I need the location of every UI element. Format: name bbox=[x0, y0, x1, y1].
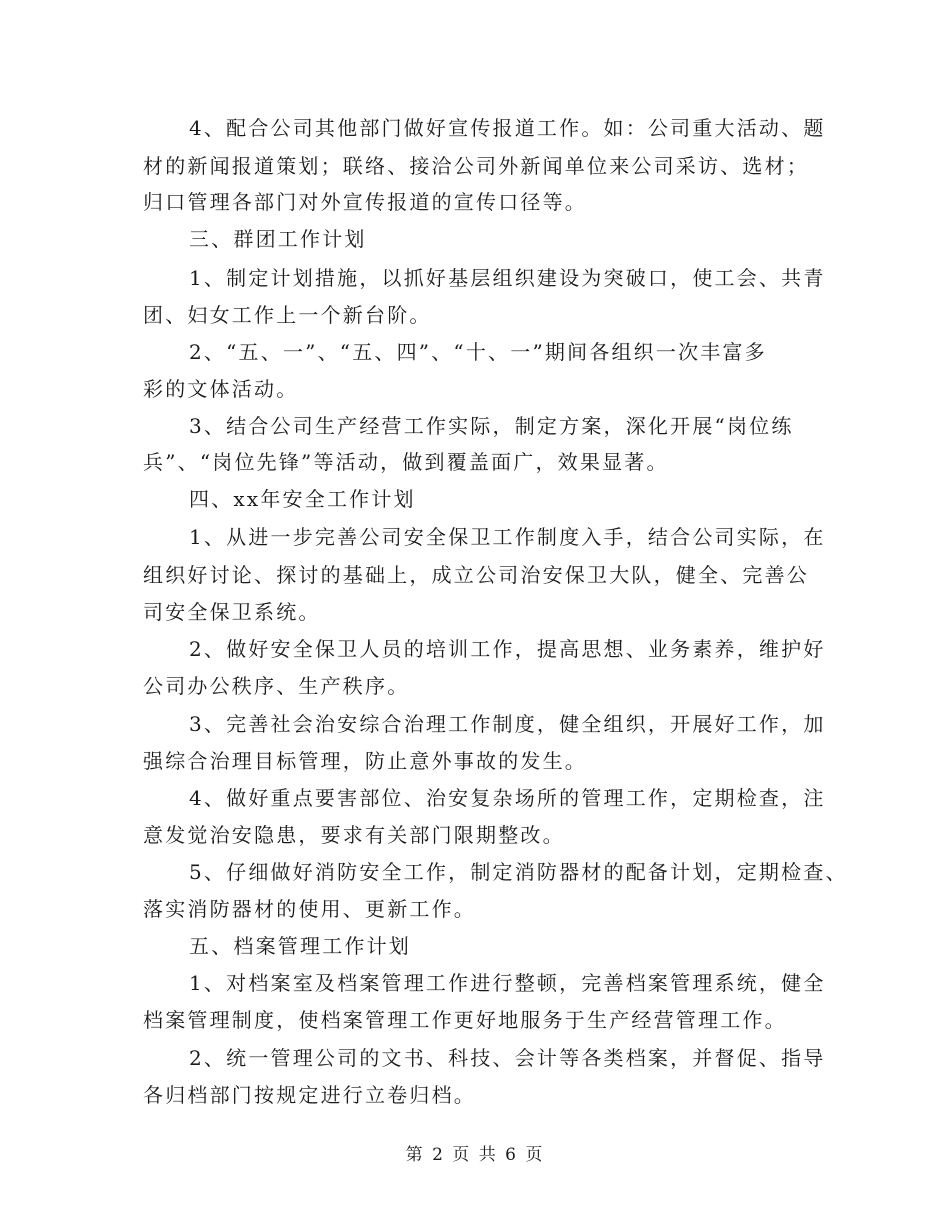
paragraph-line: 2、“五、一”、“五、四”、“十、一”期间各组织一次丰富多 bbox=[189, 340, 767, 364]
page-footer: 第 2 页 共 6 页 bbox=[405, 1145, 545, 1165]
paragraph-line: 3、完善社会治安综合治理工作制度，健全组织，开展好工作，加 bbox=[189, 712, 826, 736]
paragraph-line: 归口管理各部门对外宣传报道的宣传口径等。 bbox=[143, 190, 587, 214]
paragraph-line: 兵”、“岗位先锋”等活动，做到覆盖面广，效果显著。 bbox=[143, 450, 669, 474]
paragraph-line: 组织好讨论、探讨的基础上，成立公司治安保卫大队，健全、完善公 bbox=[143, 563, 809, 587]
paragraph-line: 强综合治理目标管理，防止意外事故的发生。 bbox=[143, 749, 587, 773]
paragraph-line: 各归档部门按规定进行立卷归档。 bbox=[143, 1083, 476, 1107]
paragraph-line: 2、统一管理公司的文书、科技、会计等各类档案，并督促、指导 bbox=[189, 1046, 826, 1070]
paragraph-line: 5、仔细做好消防安全工作，制定消防器材的配备计划，定期检查、 bbox=[189, 860, 848, 884]
paragraph-line: 材的新闻报道策划；联络、接洽公司外新闻单位来公司采访、选材； bbox=[143, 154, 809, 178]
section-heading: 三、群团工作计划 bbox=[189, 227, 367, 251]
paragraph-line: 1、从进一步完善公司安全保卫工作制度入手，结合公司实际，在 bbox=[189, 525, 826, 549]
paragraph-line: 团、妇女工作上一个新台阶。 bbox=[143, 303, 432, 327]
paragraph-line: 司安全保卫系统。 bbox=[143, 600, 321, 624]
paragraph-line: 意发觉治安隐患，要求有关部门限期整改。 bbox=[143, 823, 565, 847]
paragraph-line: 档案管理制度，使档案管理工作更好地服务于生产经营管理工作。 bbox=[143, 1008, 787, 1032]
paragraph-line: 1、对档案室及档案管理工作进行整顿，完善档案管理系统，健全 bbox=[189, 971, 826, 995]
paragraph-line: 公司办公秩序、生产秩序。 bbox=[143, 674, 410, 698]
paragraph-line: 4、做好重点要害部位、治安复杂场所的管理工作，定期检查，注 bbox=[189, 786, 826, 810]
paragraph-line: 彩的文体活动。 bbox=[143, 377, 299, 401]
paragraph-line: 3、结合公司生产经营工作实际，制定方案，深化开展“岗位练 bbox=[189, 414, 794, 438]
section-heading: 四、xx年安全工作计划 bbox=[189, 487, 416, 511]
paragraph-line: 2、做好安全保卫人员的培训工作，提高思想、业务素养，维护好 bbox=[189, 637, 826, 661]
paragraph-line: 1、制定计划措施，以抓好基层组织建设为突破口，使工会、共青 bbox=[189, 266, 826, 290]
section-heading: 五、档案管理工作计划 bbox=[189, 934, 411, 958]
paragraph-line: 4、配合公司其他部门做好宣传报道工作。如：公司重大活动、题 bbox=[189, 116, 826, 140]
paragraph-line: 落实消防器材的使用、更新工作。 bbox=[143, 897, 476, 921]
